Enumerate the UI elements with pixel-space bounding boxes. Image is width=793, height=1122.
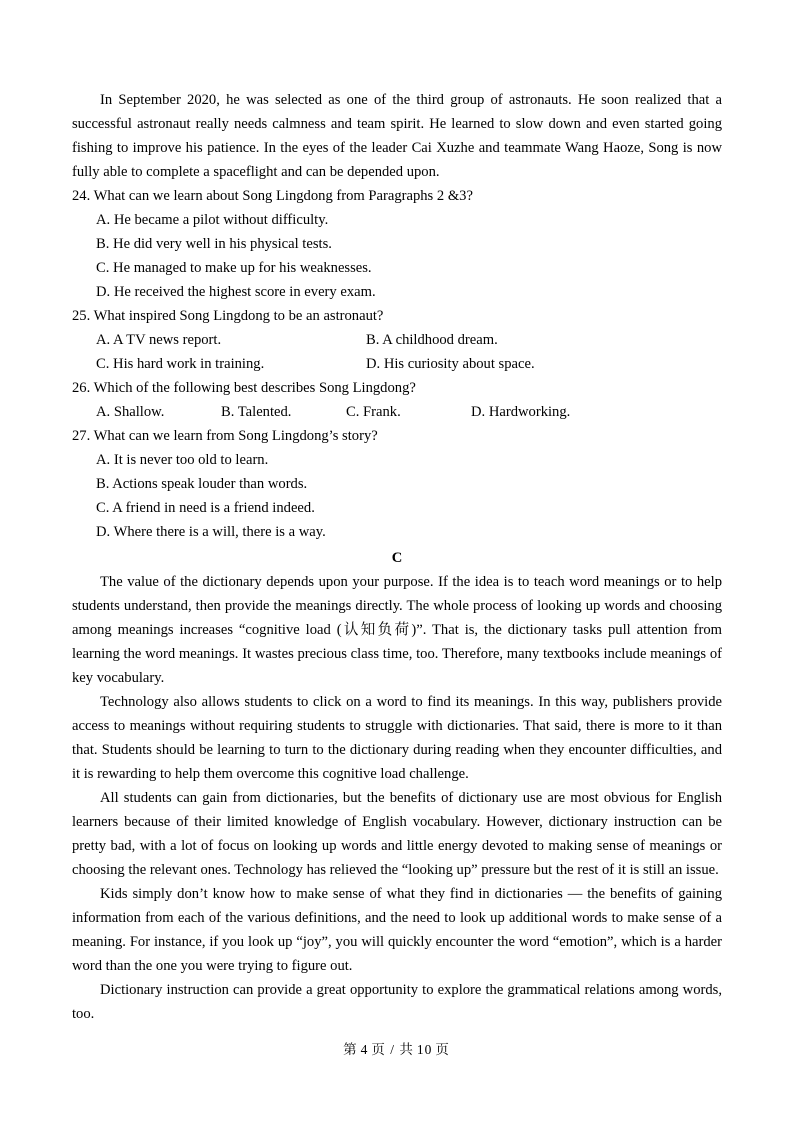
- question-26-option-c[interactable]: C. Frank.: [346, 404, 401, 420]
- footer-total-pages: 10: [416, 1042, 433, 1057]
- question-26-option-d[interactable]: D. Hardworking.: [471, 404, 571, 420]
- question-26-option-b[interactable]: B. Talented.: [221, 404, 292, 420]
- passage-paragraph-2: Technology also allows students to click on a word to find its meanings. In this way, publishers provide access to meanings without requiring students to struggle with dictionaries. That said, there is more to it than that. Students should be learning to turn to the dictionary during reading when they encounter difficulties, and it is rewarding to help them overcome this cognitive load challenge.: [72, 694, 722, 782]
- footer-suffix: 页: [435, 1042, 450, 1057]
- page-content: [72, 88, 722, 1026]
- question-25-option-a[interactable]: A. A TV news report.: [96, 332, 222, 348]
- passage-paragraph-3: All students can gain from dictionaries, but the benefits of dictionary use are most obvious for English learners because of their limited knowledge of English vocabulary. However, dictionary instruction can be pretty bad, with a lot of focus on looking up words and little energy devoted to making sense of meanings or choosing the relevant ones. Technology has relieved the “looking up” pressure but the rest of it is still an issue.: [72, 790, 722, 878]
- paragraph-intro: In September 2020, he was selected as one of the third group of astronauts. He soon realized that a successful astronaut really needs calmness and team spirit. He learned to slow down and even started going fishing to improve his patience. In the eyes of the leader Cai Xuzhe and teammate Wang Haoze, Song is now fully able to complete a spaceflight and can be depended upon.: [72, 92, 722, 180]
- question-27-option-c[interactable]: C. A friend in need is a friend indeed.: [96, 500, 315, 516]
- passage-paragraph-4: Kids simply don’t know how to make sense of what they find in dictionaries — the benefits of gaining information from each of the various definitions, and the need to look up additional words to make sense of a meaning. For instance, if you look up “joy”, you will quickly encounter the word “emotion”, which is a harder word than the one you were trying to figure out.: [72, 886, 722, 974]
- question-24-option-d[interactable]: D. He received the highest score in every exam.: [96, 284, 376, 300]
- question-26-stem: 26. Which of the following best describes Song Lingdong?: [72, 380, 416, 396]
- question-27-stem: 27. What can we learn from Song Lingdong’s story?: [72, 428, 378, 444]
- question-26-option-a[interactable]: A. Shallow.: [96, 404, 165, 420]
- passage-paragraph-1: The value of the dictionary depends upon your purpose. If the idea is to teach word meanings or to help students understand, then provide the meanings directly. The whole process of looking up words and choosing among meanings increases “cognitive load (认知负荷)”. That is, the dictionary tasks pull attention from learning the word meanings. It wastes precious class time, too. Therefore, many textbooks include meanings of key vocabulary.: [72, 574, 722, 686]
- question-27-option-a[interactable]: A. It is never too old to learn.: [96, 452, 269, 468]
- question-24-stem: 24. What can we learn about Song Lingdong from Paragraphs 2 &3?: [72, 188, 473, 204]
- section-letter-c: C: [391, 550, 403, 566]
- question-25-stem: 25. What inspired Song Lingdong to be an astronaut?: [72, 308, 384, 324]
- question-25-options-row-2: [72, 352, 722, 376]
- question-25-option-b[interactable]: B. A childhood dream.: [366, 332, 498, 348]
- question-27-option-b[interactable]: B. Actions speak louder than words.: [96, 476, 308, 492]
- question-25-option-d[interactable]: D. His curiosity about space.: [366, 356, 535, 372]
- footer-prefix: 第: [343, 1042, 358, 1057]
- passage-paragraph-5: Dictionary instruction can provide a great opportunity to explore the grammatical relations among words, too.: [72, 982, 722, 1022]
- question-25-option-c[interactable]: C. His hard work in training.: [96, 356, 265, 372]
- question-26-options-row: [72, 400, 722, 424]
- footer-separator: 页 / 共: [371, 1042, 414, 1057]
- question-24-option-b[interactable]: B. He did very well in his physical tests.: [96, 236, 332, 252]
- footer-page-number: 4: [360, 1042, 369, 1057]
- question-24-option-c[interactable]: C. He managed to make up for his weaknesses.: [96, 260, 372, 276]
- question-27-option-d[interactable]: D. Where there is a will, there is a way.: [96, 524, 326, 540]
- page-footer: [0, 1038, 793, 1058]
- question-24-option-a[interactable]: A. He became a pilot without difficulty.: [96, 212, 329, 228]
- question-25-options-row-1: [72, 328, 722, 352]
